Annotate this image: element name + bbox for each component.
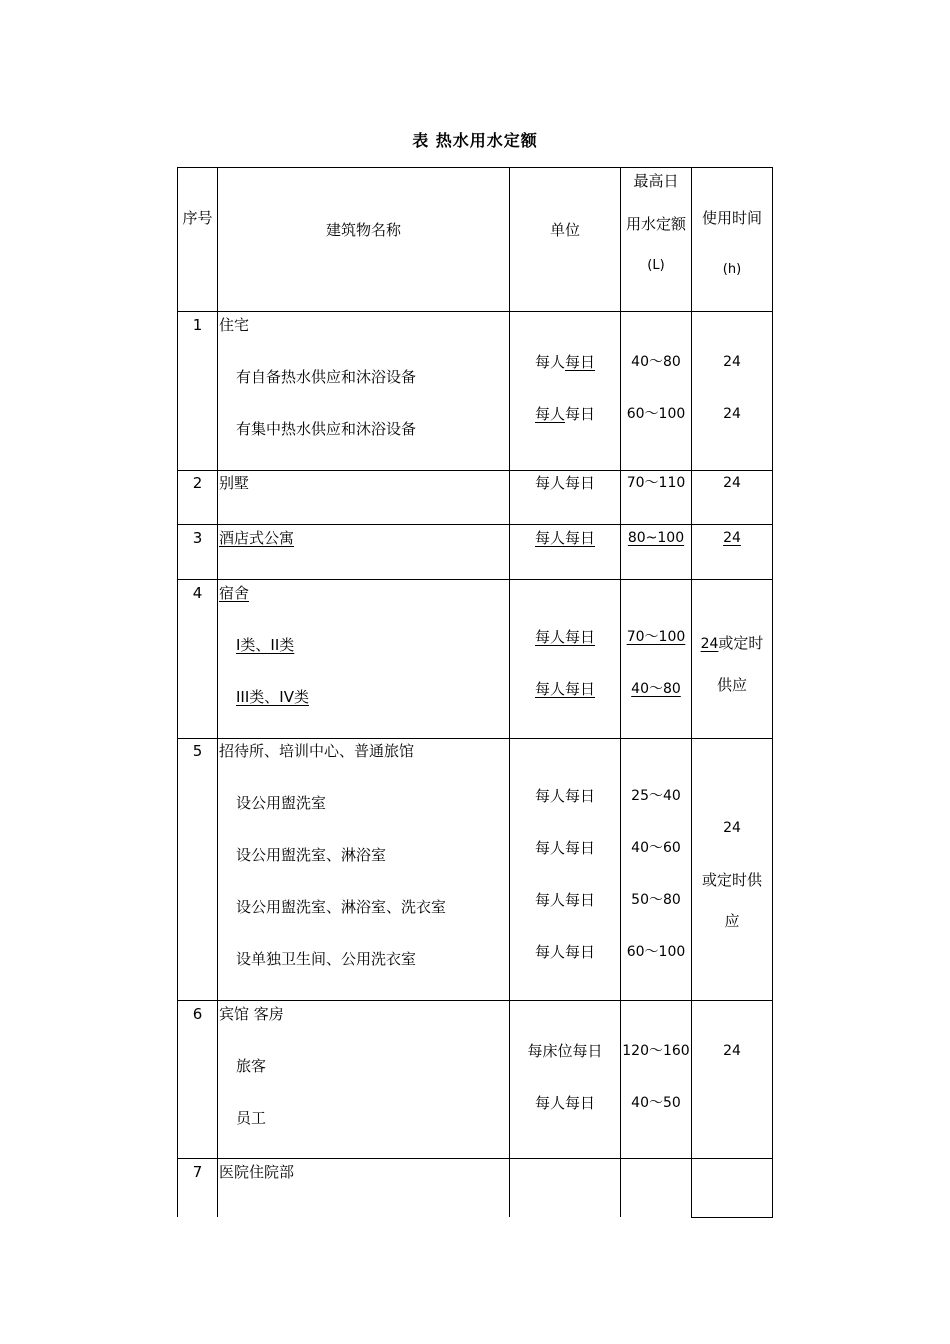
row4-hours-line2: 供应 [716,676,747,694]
grid-line [691,1217,773,1218]
row4-sub2: III类、IV类 [236,688,309,706]
row4-unit1-cell [510,628,620,646]
row6-sub1: 旅客 [236,1057,267,1075]
row5-sub2: 设公用盥洗室、淋浴室 [236,846,387,864]
header-quota-line1: 最高日 [633,172,679,190]
row4-quota2: 40～80 [631,681,681,697]
row5-hours-line2: 或定时供 [701,871,762,889]
row3-no: 3 [192,529,203,547]
row4-name: 宿舍 [219,584,250,602]
row6-unit2: 每人每日 [534,1094,595,1112]
row1-name: 住宅 [219,316,250,334]
grid-line [177,1158,773,1159]
row5-unit3: 每人每日 [534,891,595,909]
row5-sub3: 设公用盥洗室、淋浴室、洗衣室 [236,898,447,916]
row2-quota: 70～110 [626,475,686,491]
row2-name: 别墅 [219,474,250,492]
row2-unit: 每人每日 [534,474,595,492]
row1-unit1-a: 每人 [534,353,565,371]
row4-no: 4 [192,584,203,602]
row3-unit-cell [510,529,620,547]
row5-hours-line3: 应 [724,912,740,930]
row4-hours-text: 或定时 [718,634,764,652]
row6-name: 宾馆 客房 [219,1005,284,1023]
row6-hours: 24 [723,1043,741,1059]
row4-sub1: I类、II类 [236,636,295,654]
header-hours-line1: 使用时间 [701,209,762,227]
row4-quota1: 70～100 [626,629,686,645]
row5-name: 招待所、培训中心、普通旅馆 [219,742,415,760]
row3-unit: 每人每日 [534,529,595,547]
row1-sub2: 有集中热水供应和沐浴设备 [236,420,417,438]
grid-line [177,579,773,580]
header-no: 序号 [182,209,213,227]
row4-hours-line1 [692,634,772,653]
row3-quota-cell [621,529,691,547]
row5-unit2: 每人每日 [534,839,595,857]
header-unit: 单位 [549,221,580,239]
row3-hours-cell [692,529,772,547]
row1-quota1: 40～80 [631,354,681,370]
header-quota-line3: (L) [647,258,665,273]
row3-name: 酒店式公寓 [219,529,295,547]
row1-sub1: 有自备热水供应和沐浴设备 [236,368,417,386]
row2-no: 2 [192,474,203,492]
row4-unit1: 每人每日 [534,628,595,646]
row5-sub1: 设公用盥洗室 [236,794,327,812]
row5-no: 5 [192,742,203,760]
row1-hours2: 24 [723,406,741,422]
grid-line [177,1000,773,1001]
row6-quota1: 120～160 [622,1043,690,1059]
row2-hours: 24 [723,475,741,491]
row6-quota2: 40～50 [631,1095,681,1111]
grid-line [177,738,773,739]
row6-unit1: 每床位每日 [527,1042,603,1060]
row6-no: 6 [192,1005,203,1023]
row5-quota1: 25～40 [631,788,681,804]
row1-unit2-a: 每人 [534,405,565,423]
row1-unit1 [510,353,620,371]
grid-line [177,470,773,471]
row1-unit2-b: 每日 [565,405,596,423]
header-quota-line2: 用水定额 [625,215,686,233]
row4-unit2-cell [510,680,620,698]
table-title: 表 热水用水定额 [412,131,538,150]
row1-no: 1 [192,316,203,334]
row7-name: 医院住院部 [219,1163,295,1181]
row4-quota1-cell [621,628,691,646]
row3-hours: 24 [723,530,741,546]
grid-line [177,167,773,168]
row7-no: 7 [192,1163,203,1181]
row1-unit1-b: 每日 [565,353,596,371]
row5-quota3: 50～80 [631,892,681,908]
grid-line [177,311,773,312]
row1-hours1: 24 [723,354,741,370]
row5-quota2: 40～60 [631,840,681,856]
header-name: 建筑物名称 [325,221,401,239]
row5-sub4: 设单独卫生间、公用洗衣室 [236,950,417,968]
row5-unit4: 每人每日 [534,943,595,961]
row4-quota2-cell [621,680,691,698]
grid-line [177,524,773,525]
row4-hours-num: 24 [700,636,719,652]
header-hours-line2: (h) [722,262,742,277]
row4-unit2: 每人每日 [534,680,595,698]
row1-quota2: 60～100 [626,406,686,422]
row5-quota4: 60～100 [626,944,686,960]
grid-line [217,167,218,1217]
row5-hours-line1: 24 [723,820,741,836]
grid-line [772,167,773,1218]
row5-unit1: 每人每日 [534,787,595,805]
row3-quota: 80~100 [627,530,685,546]
row1-unit2 [510,405,620,423]
row6-sub2: 员工 [236,1109,267,1127]
